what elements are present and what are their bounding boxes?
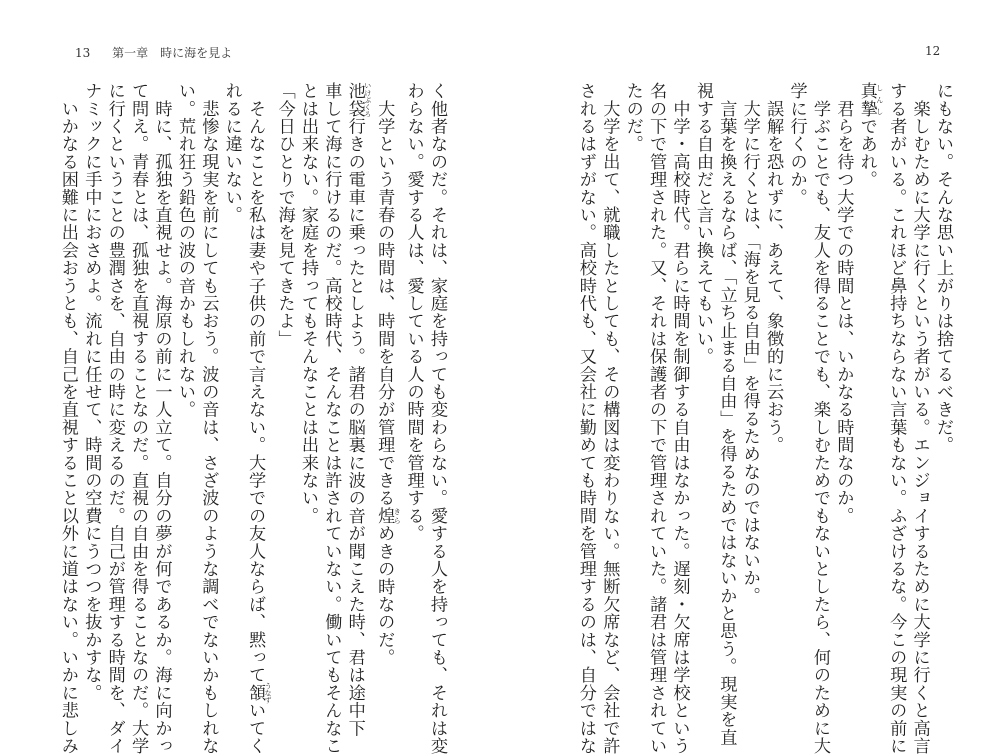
text-column: れるに違いない。: [221, 82, 242, 224]
text-column: 真摯 しんしであれ。: [856, 82, 884, 189]
text-column: とは出来ない。家庭を持ってもそんなことは出来ない。: [297, 82, 318, 525]
text-column: 「今日ひとりで海を見てきたよ」: [274, 82, 295, 348]
page-number-right: 12: [925, 44, 941, 58]
text-column: いかなる困難に出会おうとも、自己を直視すること以外に道はない。いかに悲しみ: [57, 82, 78, 755]
text-column: 大学を出て、就職したとしても、その構図は変わりない。無断欠席など、会社で許: [599, 82, 620, 755]
text-column: 名の下で管理された。又、それは保護者の下で管理されていた。諸君は管理されてい: [646, 82, 667, 755]
text-column: 池袋 いけぶくろ行きの電車に乗ったとしよう。諸君の脳裏に波の音が聞こえた時、君は途中下: [344, 82, 372, 737]
text-column: にもない。そんな思い上がりは捨てるべきだ。: [933, 82, 953, 454]
right-page-text: [556, 82, 954, 755]
text-column: 視する自由だと言い換えてもいい。: [692, 82, 713, 366]
text-column: そんなことを私は妻や子供の前で言えない。大学での友人ならば、黙って頷 うなずいてく: [245, 82, 273, 755]
running-head: [75, 44, 232, 61]
furigana: 池袋 いけぶくろ: [344, 82, 372, 118]
left-page-text: [50, 82, 448, 755]
text-column: 学に行くのか。: [786, 82, 807, 206]
text-column: わらない。愛する人は、愛している人の時間を管理する。: [403, 82, 424, 543]
text-column: ナミックに手中におさめよ。流れに任せて、時間の空費にうつつを抜かすな。: [81, 82, 102, 702]
text-column: 誤解を恐れずに、あえて、象徴的に云おう。: [763, 82, 784, 454]
text-column: する者がいる。これほど鼻持ちならない言葉もない。ふざけるな。今この現実の前に: [886, 82, 907, 755]
text-column: 中学・高校時代。君らに時間を制御する自由はなかった。遅刻・欠席は学校という: [669, 82, 690, 755]
furigana: 頷 うなず: [245, 682, 273, 704]
page-number-left: 13: [75, 46, 91, 60]
text-column: 楽しむために大学に行くという者がいる。エンジョイするために大学に行くと高言: [909, 82, 930, 755]
text-column: く他者なのだ。それは、家庭を持っても変わらない。愛する人を持っても、それは変: [427, 82, 447, 755]
text-column: て問え。青春とは、孤独を直視することなのだ。直視の自由を得ることなのだ。大学: [128, 82, 149, 755]
text-column: 悲惨な現実を前にしても云おう。波の音は、さざ波のような調べでないかもしれな: [198, 82, 219, 755]
text-column: に行くということの豊潤さを、自由の時に変えるのだ。自己が管理する時間を、ダイ: [104, 82, 125, 755]
furigana: 煌 きら: [374, 506, 402, 525]
text-column: されるはずがない。高校時代も、又会社に勤めても時間を管理するのは、自分ではな: [575, 82, 596, 755]
text-column: 大学という青春の時間は、時間を自分が管理できる煌 きらめきの時なのだ。: [374, 82, 402, 667]
chapter-title: 第一章 時に海を見よ: [112, 46, 233, 60]
text-column: 車して海に行けるのだ。高校時代、そんなことは許されていない。働いてもそんなこ: [321, 82, 342, 755]
text-column: たのだ。: [622, 82, 643, 153]
text-column: 学ぶことでも、友人を得ることでも、楽しむためでもないとしたら、何のために大: [809, 82, 830, 755]
text-column: い。荒れ狂う鉛色の波の音かもしれない。: [174, 82, 195, 419]
text-column: 言葉を換えるならば、「立ち止まる自由」を得るためではないかと思う。現実を直: [716, 82, 737, 746]
text-column: 時に、孤独を直視せよ。海原の前に一人立て。自分の夢が何であるか。海に向かっ: [151, 82, 172, 755]
right-page: [500, 0, 1000, 755]
text-column: 大学に行くとは、「海を見る自由」を得るためなのではないか。: [739, 82, 760, 605]
furigana: 真摯 しんし: [856, 82, 884, 118]
text-column: 君らを待つ大学での時間とは、いかなる時間なのか。: [833, 82, 854, 525]
